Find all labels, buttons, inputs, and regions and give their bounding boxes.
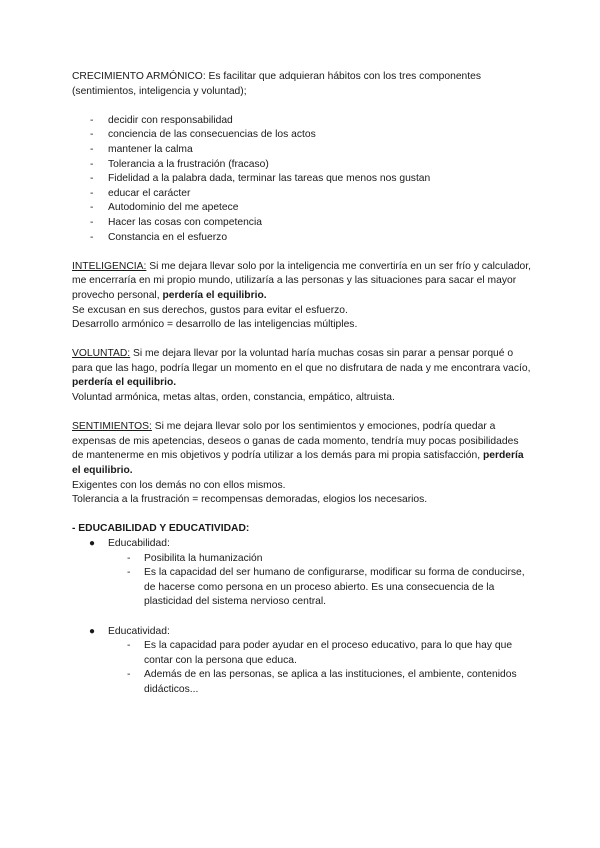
sub-list [108,639,532,697]
sub-list [108,552,532,610]
section-title: Educatividad: [108,625,170,637]
educabilidad-sections [72,537,532,698]
sentimientos-text: Si me dejara llevar solo por los sentimientos y emociones, podría quedar a expensas de mis apetencias, deseos o ganas de cada momento, tendría muy pocas posibilidades de mantenerme en mis objetivos y podría utilizar a los demás para mi propia satisfacción, [72,421,519,462]
list-item: - educar el carácter [72,187,532,202]
section-title: Educabilidad: [108,538,170,549]
spacer [72,610,532,625]
inteligencia-line3: Desarrollo armónico = desarrollo de las inteligencias múltiples. [72,319,358,331]
section-educabilidad [72,537,532,610]
section-educatividad [72,625,532,698]
voluntad-bold: perdería el equilibrio. [72,377,177,389]
voluntad-line2: Voluntad armónica, metas altas, orden, constancia, empático, altruista. [72,392,395,404]
list-item: - Autodominio del me apetece [72,201,532,216]
sentimientos-paragraph [72,420,532,478]
inteligencia-line2: Se excusan en sus derechos, gustos para evitar el esfuerzo. [72,304,348,316]
voluntad-text: Si me dejara llevar por la voluntad haría muchas cosas sin parar a pensar porqué o para que las hago, podría llegar un momento en el que no disfrutara de nada y me encontrara vacío, [72,348,531,374]
document-page [72,70,532,698]
list-item: - Es la capacidad para poder ayudar en el proceso educativo, para lo que hay que contar con la persona que educa. [108,639,532,668]
list-item: - Es la capacidad del ser humano de configurarse, modificar su forma de conducirse, de hacerse como persona en un proceso abierto. Es una consecuencia de la plasticidad del sistema nervioso central. [108,566,532,610]
inteligencia-paragraph [72,260,532,304]
crecimiento-text: Es facilitar que adquieran hábitos con los tres componentes (sentimientos, inteligencia y voluntad); [72,71,482,97]
list-item: - Además de en las personas, se aplica a las instituciones, el ambiente, contenidos didácticos... [108,668,532,697]
list-item: - Fidelidad a la palabra dada, terminar las tareas que menos nos gustan [72,172,532,187]
sentimientos-bold: perdería el equilibrio. [72,450,524,477]
list-item: - conciencia de las consecuencias de los actos [72,128,532,143]
bullet-icon: ● [89,625,96,637]
sentimientos-heading: SENTIMIENTOS: [72,421,152,433]
educabilidad-heading-text: - EDUCABILIDAD Y EDUCATIVIDAD: [72,523,250,535]
list-item: - Hacer las cosas con competencia [72,216,532,231]
inteligencia-text: Si me dejara llevar solo por la inteligencia me convertiría en un ser frío y calculador, me encerraría en mi propio mundo, utilizaría a las personas y las situaciones para sacar el mayor provecho personal, [72,260,531,301]
sentimientos-line3: Tolerancia a la frustración = recompensas demoradas, elogios los necesarios. [72,494,428,506]
voluntad-paragraph [72,347,532,391]
crecimiento-list [72,114,532,245]
bullet-icon: ● [89,538,96,549]
list-item: - decidir con responsabilidad [72,114,532,129]
list-item: - Tolerancia a la frustración (fracaso) [72,158,532,173]
inteligencia-bold: perdería el equilibrio. [162,289,267,301]
inteligencia-heading: INTELIGENCIA: [72,260,147,272]
list-item: - Posibilita la humanización [108,552,532,567]
list-item: - Constancia en el esfuerzo [72,231,532,246]
sentimientos-line2: Exigentes con los demás no con ellos mismos. [72,479,286,491]
crecimiento-heading: CRECIMIENTO ARMÓNICO: [72,71,206,82]
educabilidad-heading [72,522,532,537]
voluntad-heading: VOLUNTAD: [72,348,131,360]
crecimiento-paragraph [72,70,532,99]
list-item: - mantener la calma [72,143,532,158]
